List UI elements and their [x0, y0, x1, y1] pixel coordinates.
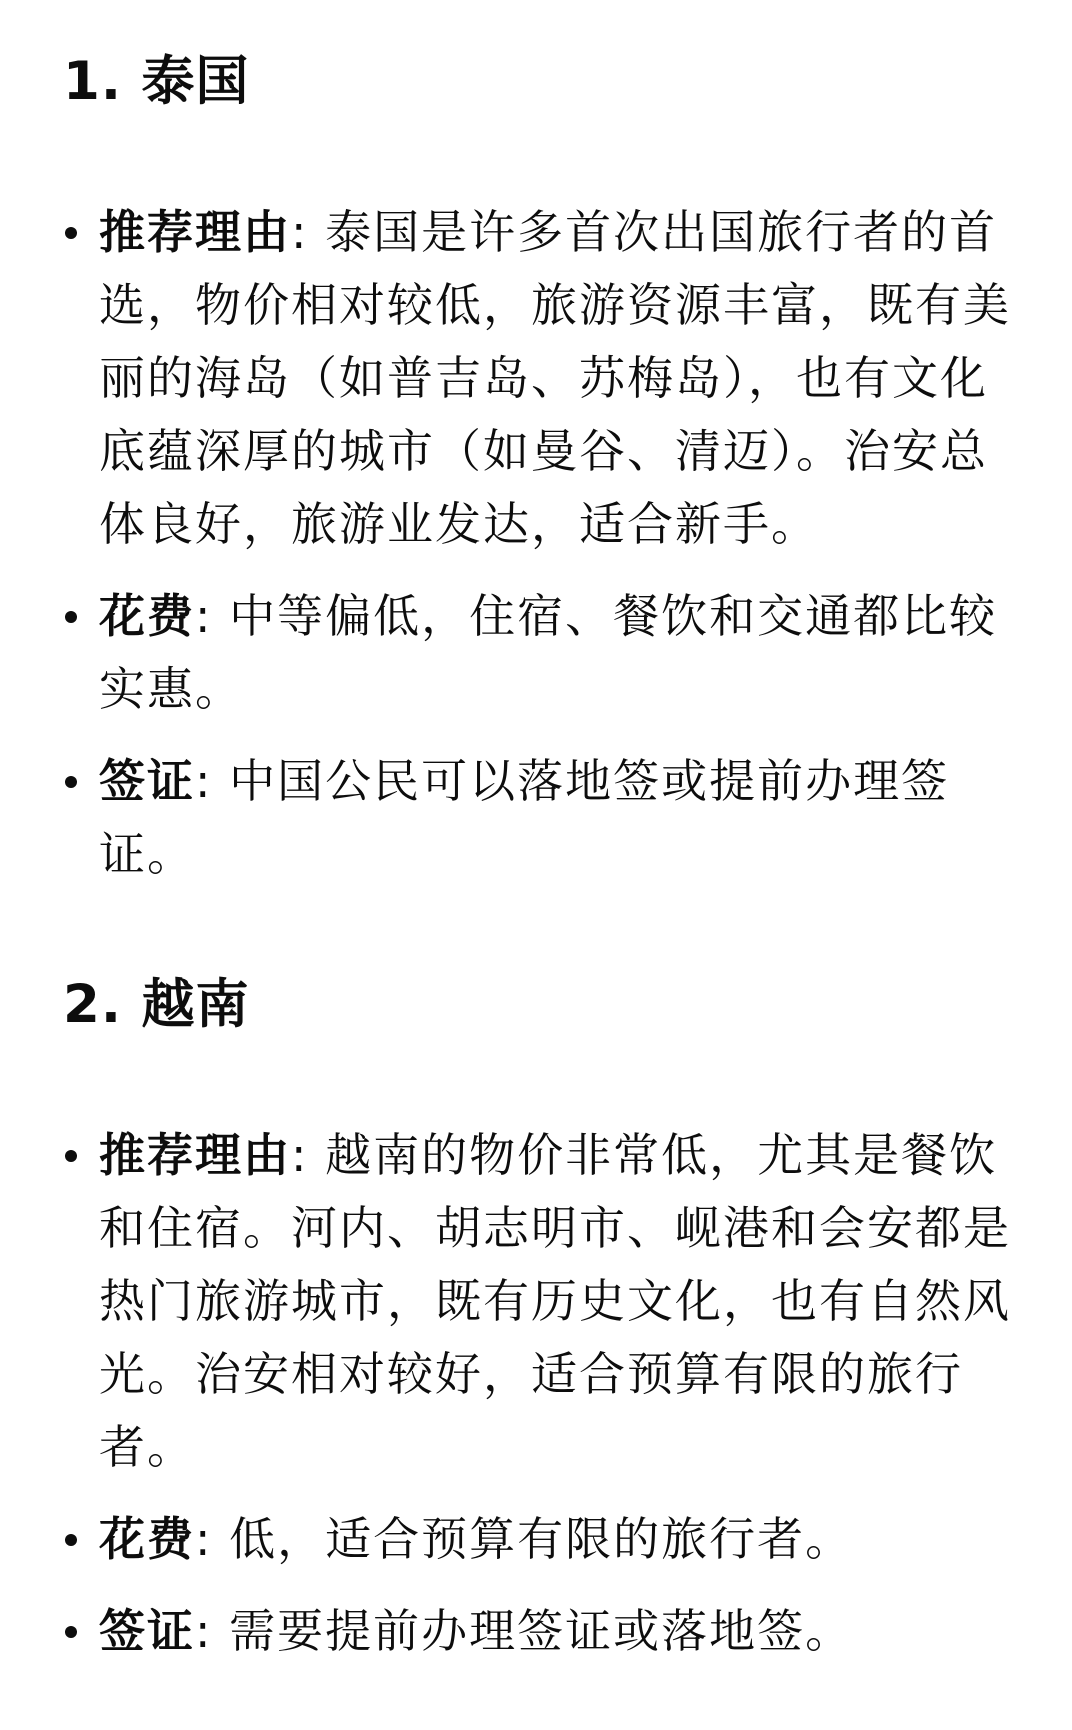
- item-label: 花费: [99, 589, 195, 643]
- list-item-thailand-visa: [63, 745, 1022, 891]
- item-label: 签证: [99, 754, 195, 808]
- item-text: : 低，适合预算有限的旅行者。: [195, 1512, 854, 1566]
- item-text: : 泰国是许多首次出国旅行者的首选，物价相对较低，旅游资源丰富，既有美丽的海岛（如普吉岛、苏梅岛），也有文化底蕴深厚的城市（如曼谷、清迈）。治安总体良好，旅游业发达，适合新手。: [99, 205, 1011, 551]
- item-text: : 越南的物价非常低，尤其是餐饮和住宿。河内、胡志明市、岘港和会安都是热门旅游城市，既有历史文化，也有自然风光。治安相对较好，适合预算有限的旅行者。: [99, 1128, 1011, 1474]
- item-text: : 中等偏低，住宿、餐饮和交通都比较实惠。: [99, 589, 998, 716]
- bullet-dot-icon: [65, 227, 77, 239]
- bullet-dot-icon: [65, 1626, 77, 1638]
- item-label: 推荐理由: [99, 205, 291, 259]
- list-item-thailand-reason: [63, 196, 1022, 561]
- bullet-dot-icon: [65, 1150, 77, 1162]
- bullet-dot-icon: [65, 1534, 77, 1546]
- list-item-vietnam-reason: [63, 1119, 1022, 1484]
- item-label: 花费: [99, 1512, 195, 1566]
- bullet-dot-icon: [65, 776, 77, 788]
- item-text: : 需要提前办理签证或落地签。: [195, 1604, 854, 1658]
- vietnam-details-list: [63, 1119, 1022, 1668]
- list-item-vietnam-cost: [63, 1503, 1022, 1576]
- list-item-vietnam-visa: [63, 1595, 1022, 1668]
- item-text: : 中国公民可以落地签或提前办理签证。: [99, 754, 950, 881]
- bullet-dot-icon: [65, 611, 77, 623]
- section-title-thailand: 1. 泰国: [63, 51, 250, 112]
- item-label: 推荐理由: [99, 1128, 291, 1182]
- section-vietnam: [63, 965, 1022, 1668]
- list-item-thailand-cost: [63, 580, 1022, 726]
- item-label: 签证: [99, 1604, 195, 1658]
- section-title-vietnam: 2. 越南: [63, 974, 250, 1035]
- thailand-details-list: [63, 196, 1022, 891]
